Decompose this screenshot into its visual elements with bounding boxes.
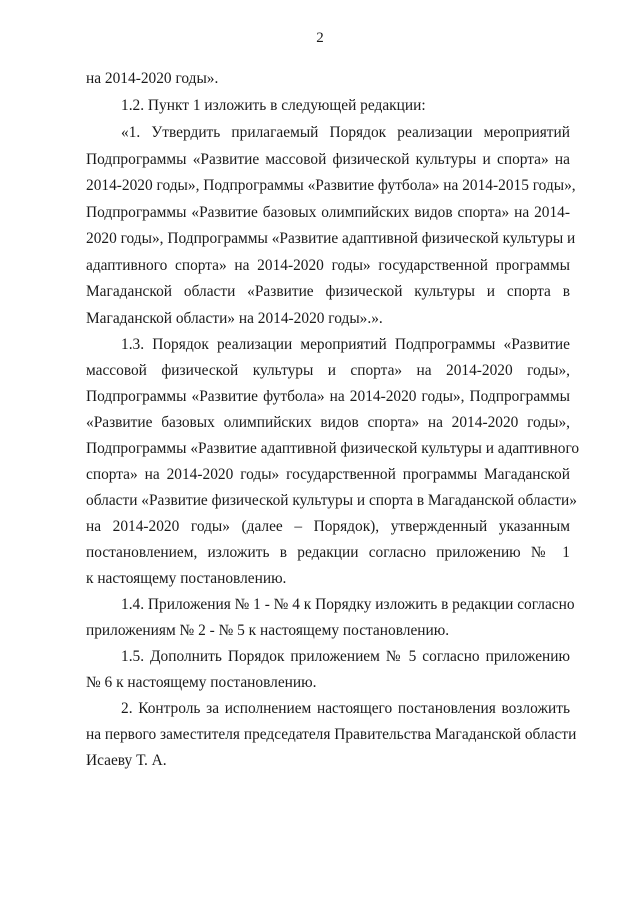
text-line: адаптивного спорта» на 2014-2020 годы» государственной программы	[86, 257, 570, 274]
text-line: спорта» на 2014-2020 годы» государственной программы Магаданской	[86, 466, 570, 483]
text-line: Магаданской области» на 2014-2020 годы».».	[86, 310, 383, 327]
text-line: 2014-2020 годы», Подпрограммы «Развитие футбола» на 2014-2015 годы»,	[86, 177, 576, 194]
text-line: приложениям № 2 - № 5 к настоящему постановлению.	[86, 622, 450, 639]
text-line: 1.4. Приложения № 1 - № 4 к Порядку изложить в редакции согласно	[121, 596, 575, 613]
text-line: на 2014-2020 годы».	[86, 70, 219, 87]
text-line: на 2014-2020 годы» (далее – Порядок), утвержденный указанным	[86, 518, 570, 535]
text-line: Подпрограммы «Развитие адаптивной физической культуры и адаптивного	[86, 440, 580, 457]
text-line: Подпрограммы «Развитие базовых олимпийских видов спорта» на 2014-	[86, 204, 570, 221]
text-line: на первого заместителя председателя Правительства Магаданской области	[86, 726, 577, 743]
text-line: к настоящему постановлению.	[86, 570, 287, 587]
text-line: 2020 годы», Подпрограммы «Развитие адаптивной физической культуры и	[86, 230, 576, 247]
text-line: Магаданской области «Развитие физической культуры и спорта в	[86, 283, 570, 300]
text-line: № 6 к настоящему постановлению.	[86, 674, 317, 691]
text-line: области «Развитие физической культуры и спорта в Магаданской области»	[86, 492, 577, 509]
page-number: 2	[316, 30, 324, 46]
text-line: 1.3. Порядок реализации мероприятий Подпрограммы «Развитие	[121, 336, 570, 353]
text-line: Подпрограммы «Развитие массовой физической культуры и спорта» на	[86, 151, 570, 168]
text-line: массовой физической культуры и спорта» на 2014-2020 годы»,	[86, 362, 570, 379]
text-line: 1.5. Дополнить Порядок приложением № 5 согласно приложению	[121, 648, 570, 665]
text-line: Исаеву Т. А.	[86, 752, 167, 769]
text-line: 2. Контроль за исполнением настоящего постановления возложить	[121, 700, 570, 717]
text-line: Подпрограммы «Развитие футбола» на 2014-2020 годы», Подпрограммы	[86, 388, 570, 405]
text-line: 1.2. Пункт 1 изложить в следующей редакции:	[121, 97, 426, 114]
text-line: постановлением, изложить в редакции согласно приложению № 1	[86, 544, 570, 561]
text-line: «Развитие базовых олимпийских видов спорта» на 2014-2020 годы»,	[86, 414, 570, 431]
text-line: «1. Утвердить прилагаемый Порядок реализации мероприятий	[121, 124, 570, 141]
